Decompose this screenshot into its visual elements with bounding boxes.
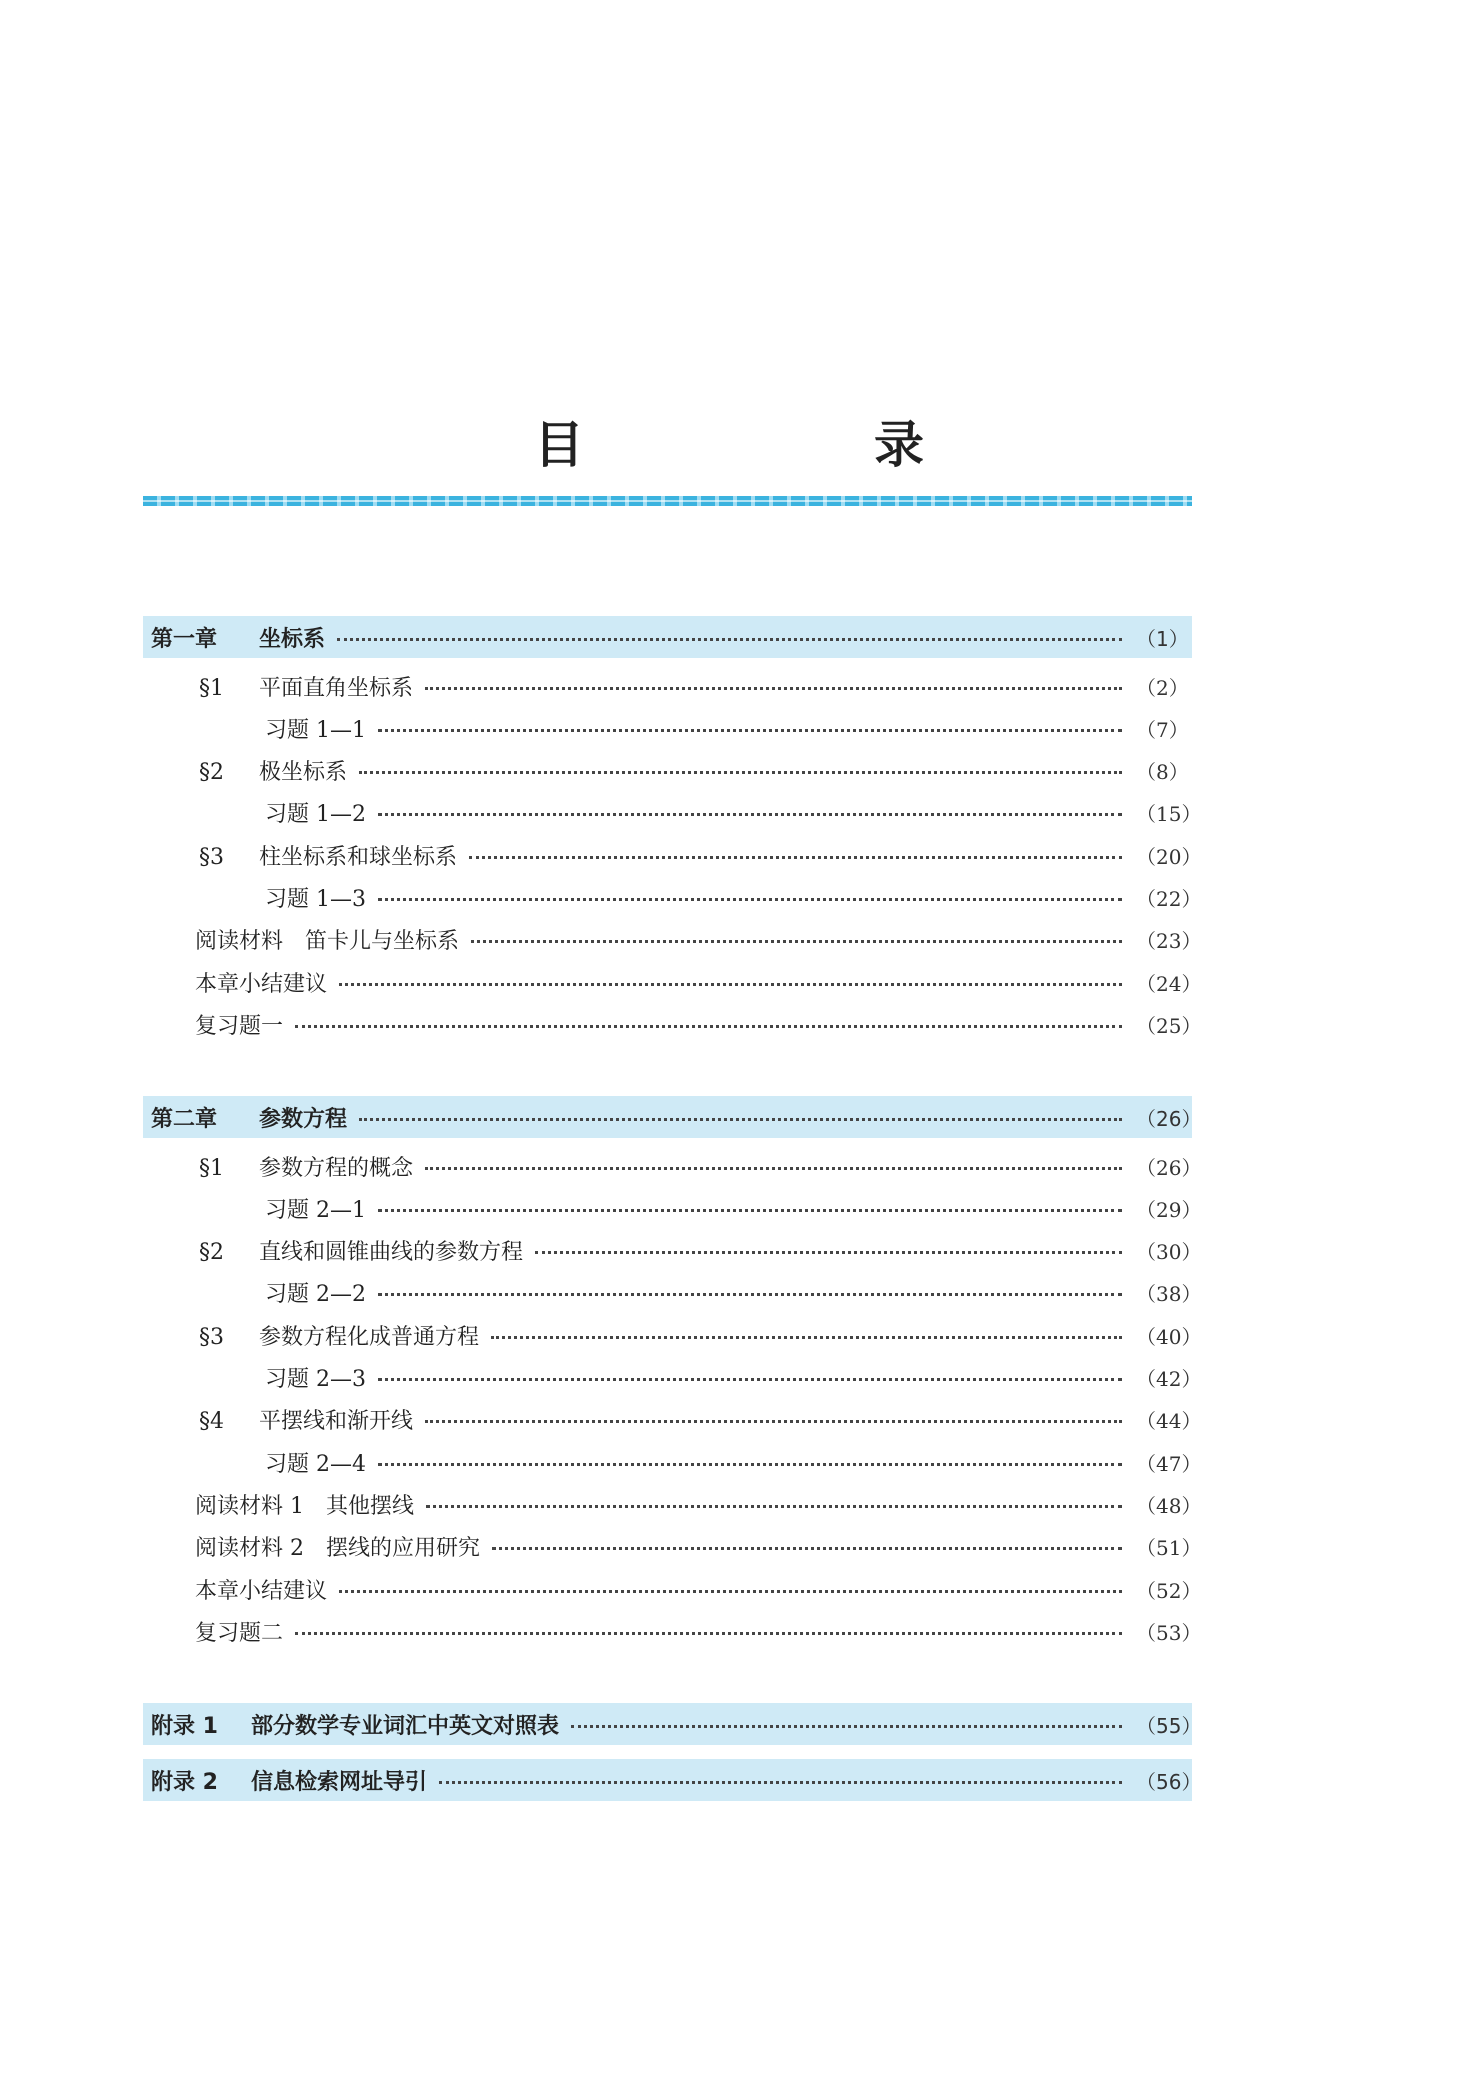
toc-entry-section[interactable] (143, 1231, 1202, 1271)
page-number: （24） (1136, 971, 1202, 996)
chapter-number: 第一章 (151, 626, 218, 652)
section-number: §2 (199, 1240, 224, 1266)
dot-leader (425, 1420, 1122, 1423)
toc-entry-exercise[interactable] (143, 793, 1202, 833)
title-divider (143, 496, 1192, 506)
dot-leader (491, 1336, 1122, 1339)
page-number: （20） (1136, 844, 1202, 869)
page-number: （55） (1136, 1713, 1202, 1738)
page-number: （29） (1136, 1197, 1202, 1222)
entry-label (143, 1404, 413, 1435)
entry-text: 柱坐标系和球坐标系 (259, 844, 458, 870)
page-number: （25） (1136, 1013, 1202, 1038)
entry-text: 习题 2—3 (265, 1367, 366, 1392)
dot-leader (339, 983, 1122, 986)
appendix-name: 部分数学专业词汇中英文对照表 (251, 1713, 560, 1739)
dot-leader (535, 1251, 1122, 1254)
page-number: （30） (1136, 1240, 1202, 1265)
dot-leader (469, 856, 1122, 859)
dot-leader (295, 1025, 1122, 1028)
entry-text: 习题 2—1 (265, 1197, 366, 1223)
dot-leader (359, 771, 1122, 774)
chapter-name: 参数方程 (259, 1106, 348, 1132)
toc-entry-extra[interactable] (143, 920, 1202, 960)
toc-entry-section[interactable] (143, 1315, 1202, 1355)
entry-label (143, 1235, 523, 1266)
entry-text: 直线和圆锥曲线的参数方程 (259, 1240, 524, 1266)
entry-label (143, 1489, 414, 1520)
page-number: （51） (1136, 1536, 1202, 1561)
section-number: §3 (199, 844, 224, 870)
page-title: 目 录 (534, 416, 1044, 474)
entry-text: 平摆线和渐开线 (259, 1409, 414, 1435)
entry-label (143, 1009, 283, 1040)
entry-label (143, 840, 457, 871)
entry-label (143, 1151, 413, 1182)
chapter-number: 第二章 (151, 1106, 218, 1132)
toc-entry-exercise[interactable] (143, 1442, 1202, 1482)
dot-leader (571, 1725, 1122, 1728)
page-number: （44） (1136, 1409, 1202, 1434)
entry-label (143, 1193, 366, 1224)
dot-leader (425, 687, 1122, 690)
appendix-heading[interactable] (143, 1759, 1202, 1801)
page-number: （8） (1136, 760, 1189, 785)
dot-leader (378, 1378, 1122, 1381)
toc-entry-extra[interactable] (143, 1611, 1202, 1651)
entry-text: 习题 2—4 (265, 1451, 366, 1477)
page-number: （42） (1136, 1367, 1202, 1391)
section-number: §2 (199, 760, 224, 786)
toc-entry-exercise[interactable] (143, 1273, 1202, 1313)
entry-label (143, 1616, 283, 1647)
section-number: §3 (199, 1324, 224, 1350)
entry-label (143, 1531, 480, 1562)
entry-text: 阅读材料 笛卡儿与坐标系 (195, 929, 460, 955)
toc-entry-section[interactable] (143, 666, 1192, 706)
toc-entry-section[interactable] (143, 1146, 1202, 1186)
entry-label (143, 671, 413, 702)
dot-leader (492, 1547, 1122, 1550)
toc-entry-extra[interactable] (143, 1004, 1202, 1044)
toc-entry-section[interactable] (143, 1400, 1202, 1440)
entry-label (143, 797, 366, 828)
page-number: （38） (1136, 1282, 1202, 1307)
dot-leader (378, 898, 1122, 901)
page-number: （53） (1136, 1620, 1202, 1645)
entry-label (143, 1277, 366, 1308)
entry-text: 习题 2—2 (265, 1282, 366, 1308)
entry-text: 本章小结建议 (195, 1578, 328, 1604)
section-number: §1 (199, 1155, 224, 1181)
entry-label (143, 1574, 327, 1605)
entry-text: 极坐标系 (259, 760, 348, 786)
dot-leader (426, 1505, 1122, 1508)
entry-label (143, 1362, 366, 1393)
page-number: （1） (1136, 626, 1189, 651)
entry-text: 参数方程化成普通方程 (259, 1324, 480, 1350)
page-number: （23） (1136, 929, 1202, 954)
section-number: §1 (199, 675, 224, 701)
toc-entry-extra[interactable] (143, 962, 1202, 1002)
dot-leader (378, 813, 1122, 816)
toc-entry-exercise[interactable] (143, 708, 1192, 748)
page-number: （40） (1136, 1324, 1202, 1349)
page-number: （26） (1136, 1155, 1202, 1180)
toc-entry-extra[interactable] (143, 1484, 1202, 1524)
section-number: §4 (199, 1409, 224, 1435)
appendix-name: 信息检索网址导引 (251, 1769, 428, 1795)
page-number: （47） (1136, 1451, 1202, 1476)
page-number: （15） (1136, 802, 1202, 827)
toc-entry-section[interactable] (143, 751, 1192, 791)
appendix-number: 附录 1 (151, 1713, 218, 1739)
appendix-number: 附录 2 (151, 1769, 218, 1795)
page-number: （56） (1136, 1769, 1202, 1794)
dot-leader (339, 1590, 1122, 1593)
chapter-heading[interactable] (143, 616, 1192, 658)
dot-leader (378, 1463, 1122, 1466)
toc-entry-exercise[interactable] (143, 1188, 1202, 1228)
toc-entry-extra[interactable] (143, 1527, 1202, 1567)
entry-label (143, 967, 327, 998)
entry-text: 习题 1—1 (265, 717, 366, 743)
appendix-title (143, 1709, 559, 1740)
entry-text: 参数方程的概念 (259, 1155, 414, 1181)
toc-entry-extra[interactable] (143, 1569, 1202, 1609)
chapter-title (143, 622, 325, 653)
dot-leader (378, 729, 1122, 732)
appendix-title (143, 1765, 427, 1796)
entry-label (143, 755, 347, 786)
entry-label (143, 1320, 479, 1351)
dot-leader (359, 1118, 1122, 1121)
entry-text: 复习题二 (195, 1620, 284, 1646)
chapter-title (143, 1102, 347, 1133)
entry-text: 本章小结建议 (195, 971, 328, 997)
entry-label (143, 924, 459, 955)
entry-text: 阅读材料 1 其他摆线 (195, 1493, 414, 1519)
entry-text: 阅读材料 2 摆线的应用研究 (195, 1536, 480, 1562)
dot-leader (471, 940, 1122, 943)
chapter-heading[interactable] (143, 1096, 1202, 1138)
page-number: （22） (1136, 887, 1202, 911)
toc-entry-exercise[interactable] (143, 878, 1202, 918)
dot-leader (295, 1632, 1122, 1635)
entry-text: 习题 1—2 (265, 802, 366, 828)
dot-leader (439, 1781, 1122, 1784)
dot-leader (337, 638, 1122, 641)
entry-label (143, 882, 366, 913)
entry-label (143, 1447, 366, 1478)
dot-leader (425, 1167, 1122, 1170)
dot-leader (378, 1293, 1122, 1296)
page-number: （52） (1136, 1578, 1202, 1603)
page-number: （7） (1136, 717, 1189, 742)
dot-leader (378, 1209, 1122, 1212)
entry-text: 复习题一 (195, 1013, 284, 1039)
entry-label (143, 713, 366, 744)
toc-entry-section[interactable] (143, 835, 1202, 875)
page-number: （48） (1136, 1493, 1202, 1518)
page-number: （26） (1136, 1106, 1202, 1131)
entry-text: 习题 1—3 (265, 887, 366, 912)
toc-entry-exercise[interactable] (143, 1358, 1202, 1398)
appendix-heading[interactable] (143, 1703, 1202, 1745)
entry-text: 平面直角坐标系 (259, 675, 414, 701)
page-number: （2） (1136, 675, 1189, 700)
chapter-name: 坐标系 (259, 626, 326, 652)
